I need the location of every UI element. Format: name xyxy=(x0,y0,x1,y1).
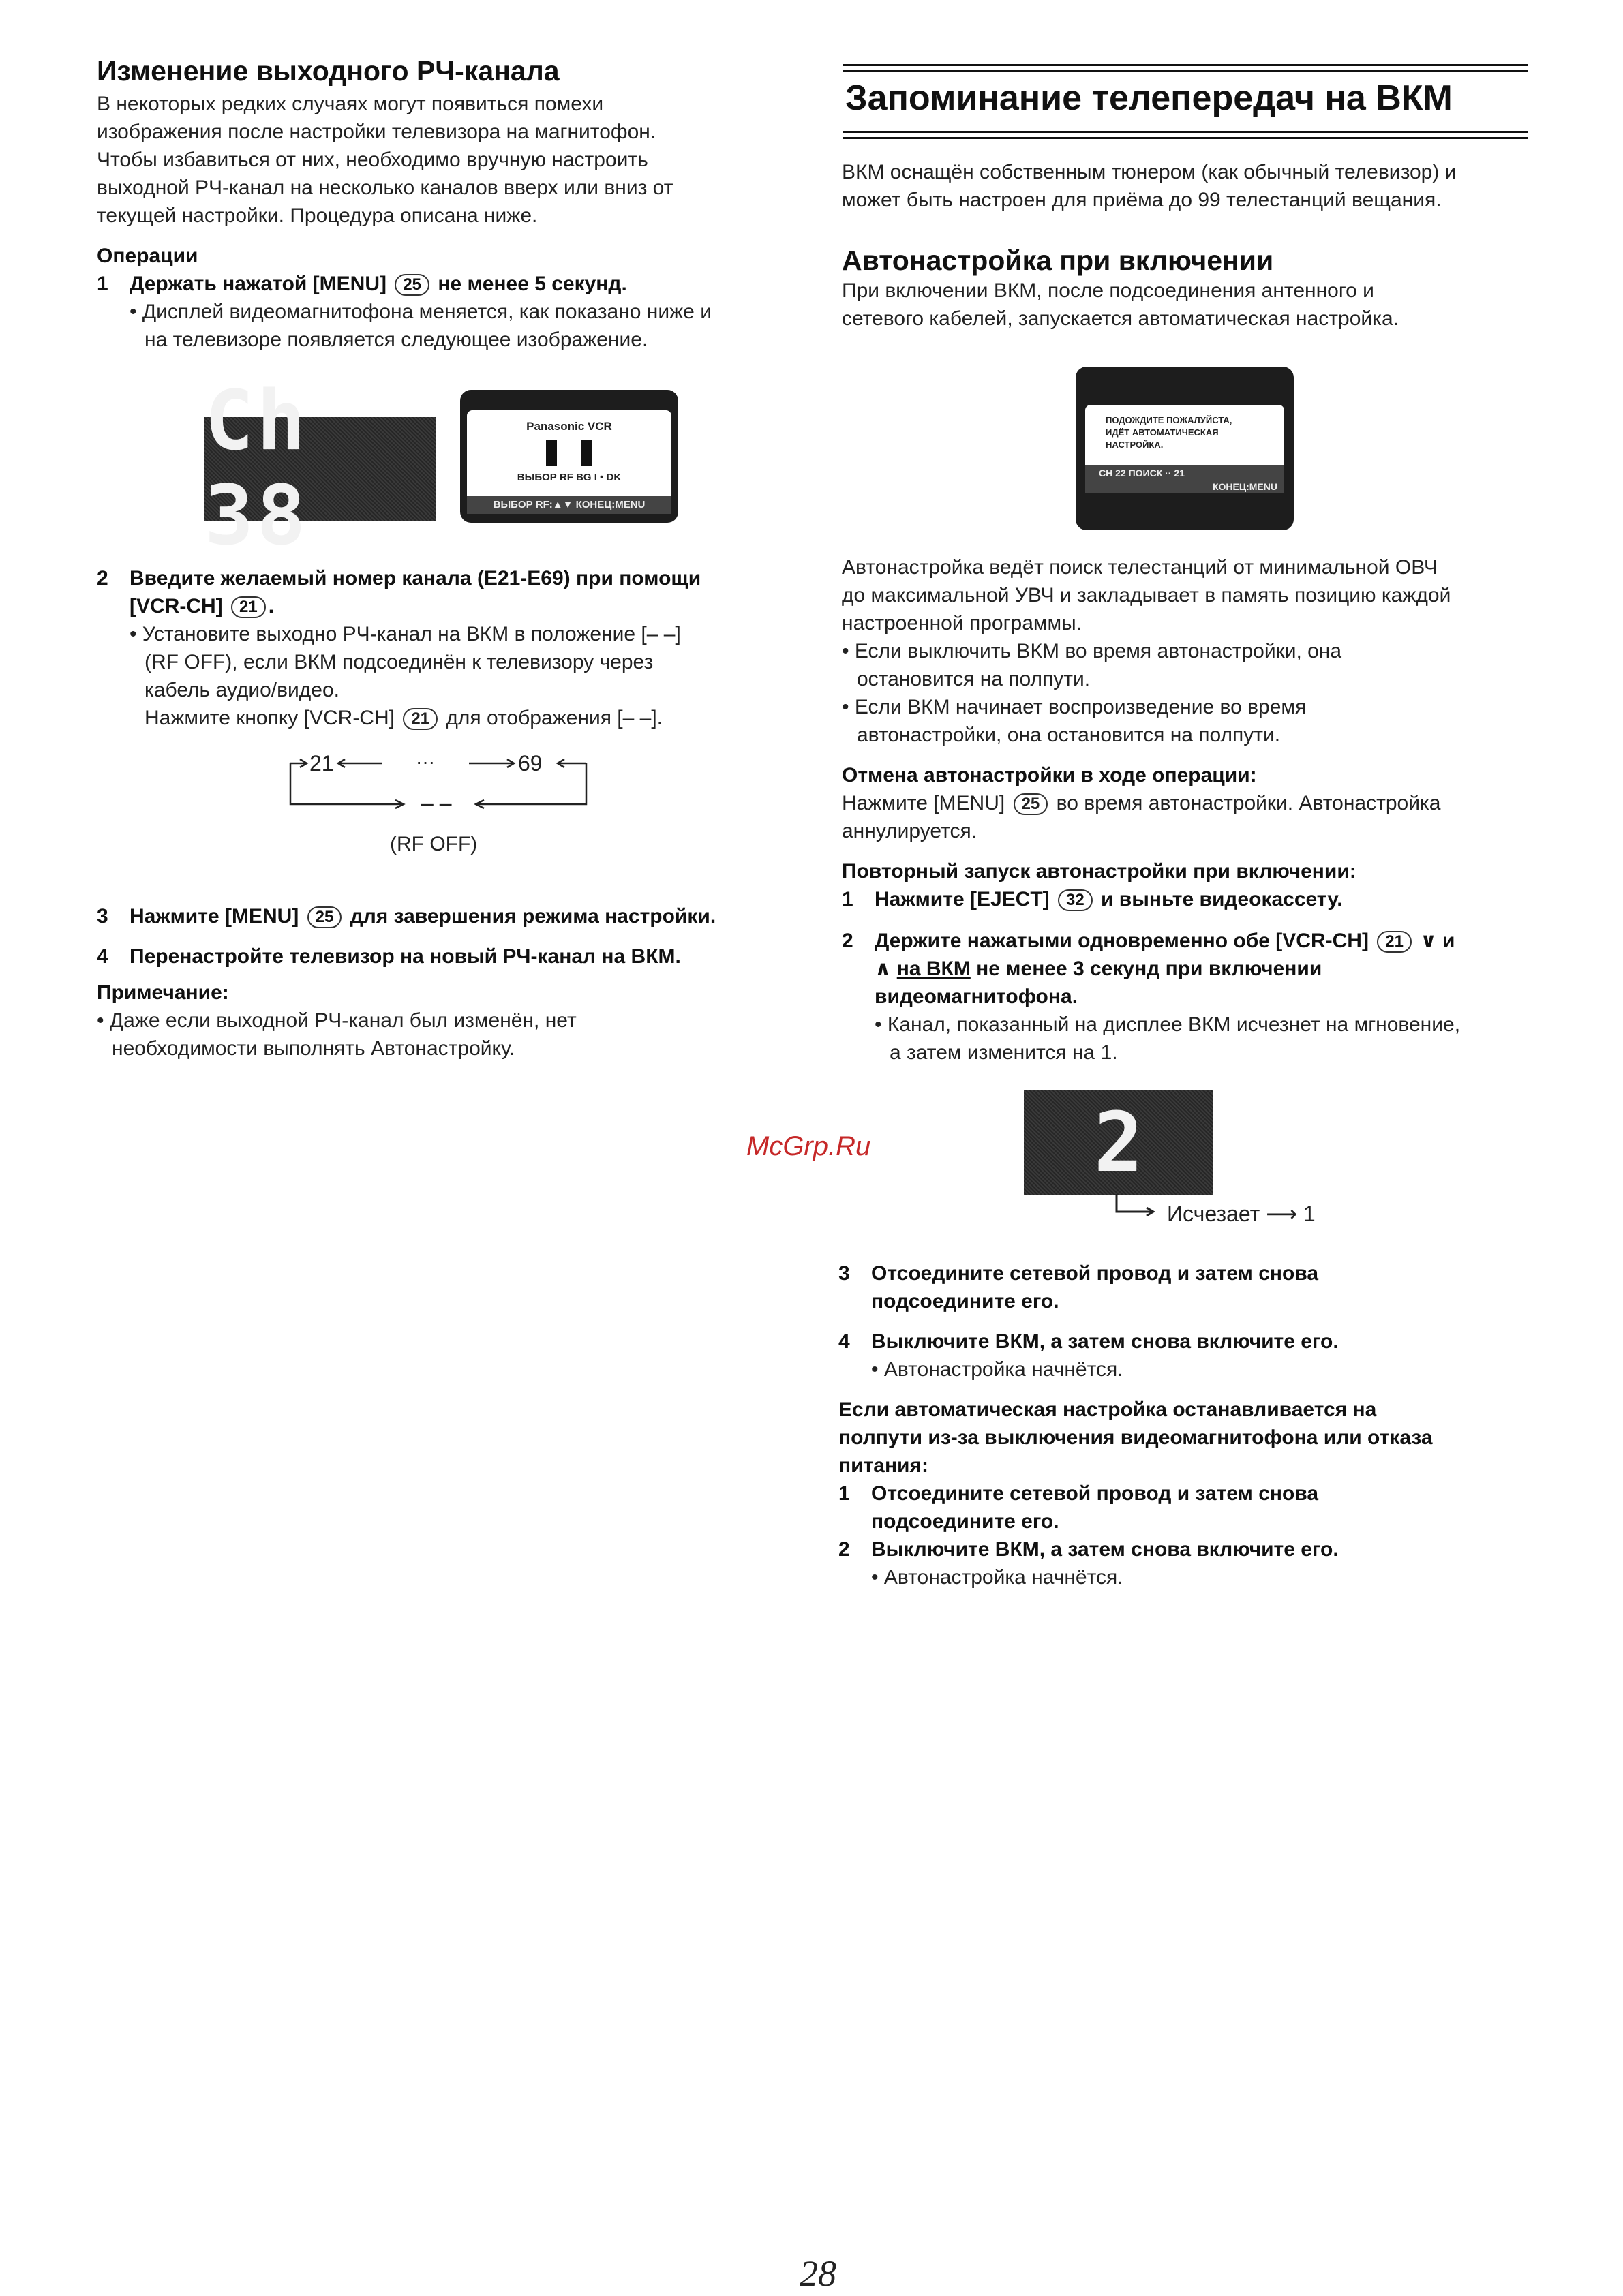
tv-message-line: ИДЁТ АВТОМАТИЧЕСКАЯ xyxy=(1106,427,1219,438)
bullet-line: на телевизоре появляется следующее изображение. xyxy=(145,328,648,351)
note-line: • Даже если выходной РЧ-канал был изменён, нет xyxy=(97,1009,577,1032)
on-vcr-label: на ВКМ xyxy=(896,958,971,980)
restart-step-3 xyxy=(838,1259,1530,1287)
tv-screen-autotune xyxy=(1076,367,1294,530)
disappears-label: Исчезает ⟶ 1 xyxy=(1167,1201,1316,1226)
step-text: . xyxy=(268,595,275,617)
restart-heading: Повторный запуск автонастройки при включении: xyxy=(842,860,1356,883)
page-ref-badge: 25 xyxy=(395,274,429,296)
auto-bullets xyxy=(842,637,1530,749)
cancel-text-part: во время автонастройки. Автонастройка xyxy=(1056,792,1441,814)
step-2-bullet xyxy=(97,620,792,732)
desc-line: до максимальной УВЧ и закладывает в память позицию каждой xyxy=(842,584,1451,607)
digit-block xyxy=(581,440,592,466)
auto-desc xyxy=(842,553,1530,637)
rf-off-label: (RF OFF) xyxy=(390,833,478,855)
note-heading: Примечание: xyxy=(97,981,229,1004)
restart-step-2 xyxy=(842,927,1530,955)
step-text: Держите нажатыми одновременно обе [VCR-CH] xyxy=(875,930,1369,952)
bullet-line: автонастройки, она остановится на полпути. xyxy=(857,724,1281,746)
step-number: 4 xyxy=(838,1330,850,1353)
title-rule-bottom xyxy=(843,131,1528,139)
right-section xyxy=(842,158,1530,333)
restart-step-2-line3: видеомагнитофона. xyxy=(875,985,1078,1008)
step-number: 1 xyxy=(838,1482,850,1505)
step-1 xyxy=(97,270,792,298)
intro-line: Чтобы избавиться от них, необходимо вручную настроить xyxy=(97,149,648,171)
step-text: для завершения режима настройки. xyxy=(350,905,716,928)
intro-line: ВКМ оснащён собственным тюнером (как обычный телевизор) и xyxy=(842,161,1457,183)
right-section-3 xyxy=(838,1259,1530,1591)
step-text: Выключите ВКМ, а затем снова включите его. xyxy=(871,1330,1339,1353)
step-2-line2 xyxy=(97,592,792,620)
heading-line: Если автоматическая настройка останавливается на xyxy=(838,1398,1377,1421)
up-arrow-icon: ∧ xyxy=(875,958,892,980)
step-1-bullet xyxy=(97,298,792,354)
step-text: Введите желаемый номер канала (E21-E69) при помощи xyxy=(130,567,701,590)
step-4 xyxy=(97,943,792,970)
step-number: 1 xyxy=(97,273,108,295)
step-number: 2 xyxy=(842,930,853,952)
auto-tuning-title: Автонастройка при включении xyxy=(842,245,1274,276)
step-text: и выньте видеокассету. xyxy=(1101,888,1343,910)
tv-menu-row: ВЫБОР RF BG I • DK xyxy=(517,472,622,483)
note-line: необходимости выполнять Автонастройку. xyxy=(112,1037,515,1060)
lcd-text: Ch 38 xyxy=(204,374,309,564)
bullet-line: • Канал, показанный на дисплее ВКМ исчезнет на мгновение, xyxy=(875,1013,1461,1036)
heading-line: питания: xyxy=(838,1454,928,1477)
step-text: [VCR-CH] xyxy=(130,595,223,617)
channel-max: 69 xyxy=(518,751,543,776)
ops-heading: Операции xyxy=(97,245,198,267)
step-text: Отсоедините сетевой провод и затем снова xyxy=(871,1262,1319,1285)
note xyxy=(97,1007,792,1062)
cancel-text-part: Нажмите [MENU] xyxy=(842,792,1005,814)
channel-dots: ··· xyxy=(416,751,435,772)
restart-step-2-line2 xyxy=(842,955,1530,983)
left-section-2 xyxy=(97,564,792,732)
power-step-2-bullet: • Автонастройка начнётся. xyxy=(871,1566,1123,1589)
channel-cycle-diagram xyxy=(286,748,600,857)
step-text: подсоедините его. xyxy=(871,1510,1059,1533)
tv-message xyxy=(1085,405,1284,451)
step-3 xyxy=(97,902,792,930)
bullet-line: остановится на полпути. xyxy=(857,668,1091,690)
bullet-line: • Установите выходно РЧ-канал на ВКМ в положение [– –] xyxy=(130,623,681,645)
step-number: 3 xyxy=(97,905,108,928)
bullet-line: • Если ВКМ начинает воспроизведение во время xyxy=(842,696,1307,718)
intro-line: выходной РЧ-канал на несколько каналов вверх или вниз от xyxy=(97,177,673,199)
step-number: 3 xyxy=(838,1262,850,1285)
bullet-text: Нажмите кнопку [VCR-CH] xyxy=(145,707,395,729)
press-line xyxy=(130,704,792,732)
left-title: Изменение выходного РЧ-канала xyxy=(97,55,560,87)
page-ref-badge: 21 xyxy=(1377,931,1412,953)
page-ref-badge: 25 xyxy=(307,906,342,928)
watermark: McGrp.Ru xyxy=(746,1131,871,1161)
bullet-text: для отображения [– –]. xyxy=(446,707,663,729)
left-section xyxy=(97,55,792,354)
page-number: 28 xyxy=(800,2253,836,2294)
intro-line: сетевого кабелей, запускается автоматическая настройка. xyxy=(842,307,1399,330)
restart-step-4-bullet: • Автонастройка начнётся. xyxy=(871,1358,1123,1381)
status-line: CH 22 ПОИСК ·· 21 xyxy=(1099,468,1185,478)
channel-blocks xyxy=(467,440,671,466)
step-number: 2 xyxy=(838,1538,850,1561)
rf-off-symbol: – – xyxy=(421,791,452,815)
vcr-display-ch38 xyxy=(204,374,436,564)
left-section-3 xyxy=(97,902,792,1062)
power-heading xyxy=(838,1396,1530,1480)
auto-intro xyxy=(842,277,1530,333)
step-text: Держать нажатой [MENU] xyxy=(130,273,386,295)
bullet-line: (RF OFF), если ВКМ подсоединён к телевизору через xyxy=(145,651,654,673)
step-number: 1 xyxy=(842,888,853,910)
restart-step-2-bullet xyxy=(842,1011,1530,1067)
step-text: ∨ и xyxy=(1420,930,1455,952)
step-text: Перенастройте телевизор на новый РЧ-канал на ВКМ. xyxy=(130,945,681,968)
left-intro xyxy=(97,90,792,230)
tv-display xyxy=(1085,405,1284,493)
tv-status-bar xyxy=(1085,465,1284,493)
right-title: Запоминание телепередач на ВКМ xyxy=(845,78,1453,118)
right-intro xyxy=(842,158,1530,214)
page-ref-badge: 21 xyxy=(231,596,266,618)
disappears-arrow-icon xyxy=(1111,1194,1166,1221)
power-step-1 xyxy=(838,1480,1530,1507)
vcr-display-channel xyxy=(1024,1090,1213,1195)
bullet-line: • Дисплей видеомагнитофона меняется, как показано ниже и xyxy=(130,301,712,323)
intro-line: При включении ВКМ, после подсоединения антенного и xyxy=(842,279,1374,302)
tv-screen-rf-select xyxy=(460,390,678,523)
intro-line: изображения после настройки телевизора на магнитофон. xyxy=(97,121,656,143)
tv-message-line: НАСТРОЙКА. xyxy=(1106,440,1164,450)
intro-line: В некоторых редких случаях могут появиться помехи xyxy=(97,93,604,115)
lcd-text: 2 xyxy=(1093,1095,1144,1191)
channel-min: 21 xyxy=(309,751,334,776)
tv-display xyxy=(467,410,671,514)
step-number: 2 xyxy=(97,567,108,590)
status-line: КОНЕЦ:MENU xyxy=(1213,481,1277,492)
bullet-line: кабель аудио/видео. xyxy=(145,679,340,701)
cancel-text xyxy=(842,789,1530,845)
step-text: Выключите ВКМ, а затем снова включите его. xyxy=(871,1538,1339,1561)
page-ref-badge: 32 xyxy=(1058,889,1093,911)
step-text: Отсоедините сетевой провод и затем снова xyxy=(871,1482,1319,1505)
tv-brand: Panasonic VCR xyxy=(526,420,612,433)
tv-status-bar: ВЫБОР RF:▲▼ КОНЕЦ:MENU xyxy=(467,496,671,514)
cancel-heading: Отмена автонастройки в ходе операции: xyxy=(842,764,1257,786)
step-text: Нажмите [EJECT] xyxy=(875,888,1050,910)
step-text: Нажмите [MENU] xyxy=(130,905,299,928)
bullet-line: • Если выключить ВКМ во время автонастройки, она xyxy=(842,640,1342,662)
intro-line: может быть настроен для приёма до 99 телестанций вещания. xyxy=(842,189,1442,211)
step-number: 4 xyxy=(97,945,108,968)
restart-step-1 xyxy=(842,885,1530,913)
intro-line: текущей настройки. Процедура описана ниже. xyxy=(97,204,538,227)
digit-block xyxy=(546,440,557,466)
heading-line: полпути из-за выключения видеомагнитофона или отказа xyxy=(838,1426,1433,1449)
step-text: не менее 5 секунд. xyxy=(438,273,627,295)
title-rule-top xyxy=(843,64,1528,72)
desc-line: настроенной программы. xyxy=(842,612,1082,634)
desc-line: Автонастройка ведёт поиск телестанций от минимальной ОВЧ xyxy=(842,556,1438,579)
restart-step-4 xyxy=(838,1328,1530,1356)
page-ref-badge: 25 xyxy=(1014,793,1048,815)
power-step-2 xyxy=(838,1535,1530,1563)
page-ref-badge: 21 xyxy=(403,708,438,730)
step-2 xyxy=(97,564,792,592)
tv-message-line: ПОДОЖДИТЕ ПОЖАЛУЙСТА, xyxy=(1106,415,1232,425)
cancel-text-part: аннулируется. xyxy=(842,820,977,842)
bullet-line: а затем изменится на 1. xyxy=(890,1041,1118,1064)
step-text: не менее 3 секунд при включении xyxy=(976,958,1322,980)
step-text: подсоедините его. xyxy=(871,1290,1059,1313)
right-section-2 xyxy=(842,553,1530,1067)
